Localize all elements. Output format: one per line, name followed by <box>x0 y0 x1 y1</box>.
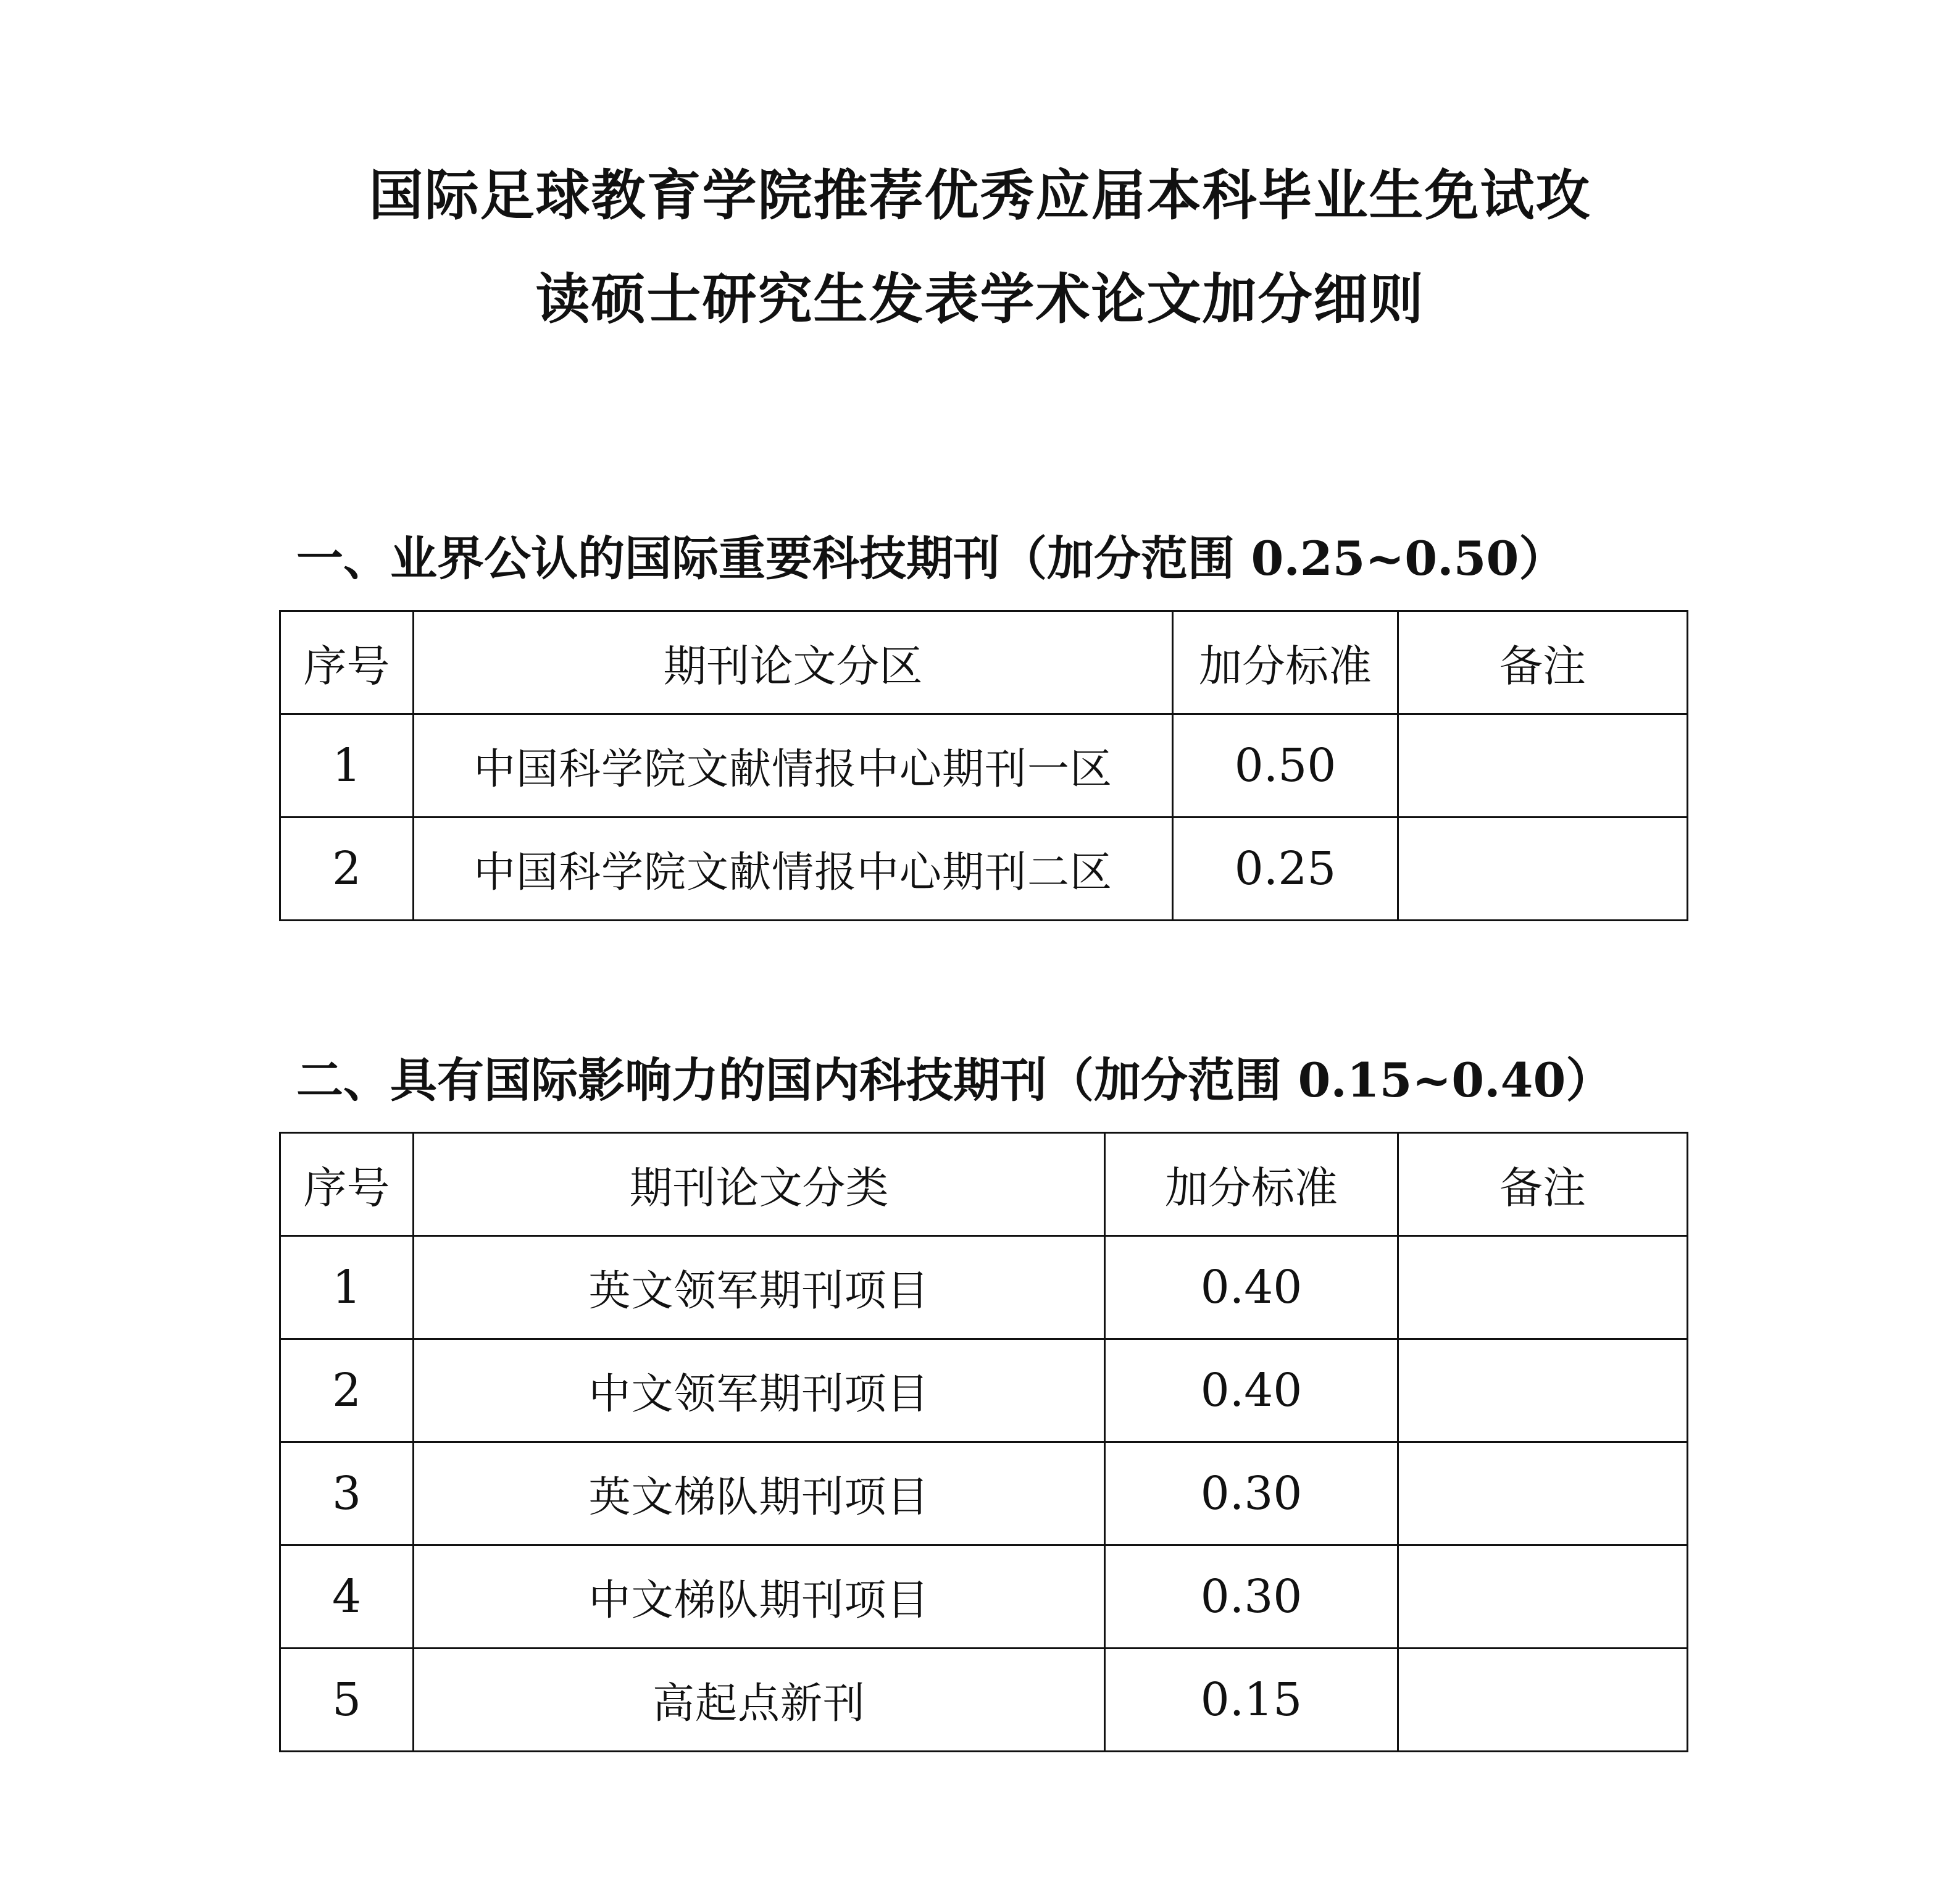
cell-no: 1 <box>280 714 414 817</box>
cell-score: 0.30 <box>1105 1545 1398 1649</box>
table-row <box>280 714 1688 817</box>
cell-score: 0.40 <box>1105 1339 1398 1442</box>
section-1-heading <box>296 528 1566 590</box>
table-row <box>280 1442 1688 1545</box>
document-title-line-1: 国际足球教育学院推荐优秀应届本科毕业生免试攻 <box>369 164 1591 227</box>
cell-note <box>1398 1649 1688 1752</box>
cell-no: 4 <box>280 1545 414 1649</box>
cell-category: 英文领军期刊项目 <box>414 1236 1105 1339</box>
cell-score: 0.40 <box>1105 1236 1398 1339</box>
table-row <box>280 817 1688 921</box>
table-row <box>280 1339 1688 1442</box>
document-title-line-2: 读硕士研究生发表学术论文加分细则 <box>535 267 1425 331</box>
cell-no: 1 <box>280 1236 414 1339</box>
table-row <box>280 1649 1688 1752</box>
cell-category: 中文领军期刊项目 <box>414 1339 1105 1442</box>
section-2-heading-text: 二、具有国际影响力的国内科技期刊（加分范围 <box>296 1053 1282 1108</box>
section-1-table <box>279 610 1688 921</box>
cell-category: 中文梯队期刊项目 <box>414 1545 1105 1649</box>
cell-score: 0.25 <box>1173 817 1398 921</box>
section-2-table <box>279 1132 1688 1752</box>
cell-note <box>1398 1545 1688 1649</box>
cell-score: 0.30 <box>1105 1442 1398 1545</box>
section-1-heading-text: 一、业界公认的国际重要科技期刊（加分范围 <box>296 531 1235 586</box>
cell-note <box>1398 1236 1688 1339</box>
section-1-heading-range: 0.25~0.50 <box>1235 531 1519 586</box>
table-header-row <box>280 1133 1688 1236</box>
cell-category: 中国科学院文献情报中心期刊一区 <box>414 714 1173 817</box>
section-2-heading-range: 0.15~0.40 <box>1282 1053 1566 1108</box>
section-2-heading <box>296 1050 1612 1111</box>
column-header-score: 加分标准 <box>1173 611 1398 714</box>
cell-category: 中国科学院文献情报中心期刊二区 <box>414 817 1173 921</box>
column-header-no: 序号 <box>280 611 414 714</box>
cell-category: 英文梯队期刊项目 <box>414 1442 1105 1545</box>
column-header-category: 期刊论文分区 <box>414 611 1173 714</box>
cell-score: 0.50 <box>1173 714 1398 817</box>
cell-no: 2 <box>280 1339 414 1442</box>
column-header-note: 备注 <box>1398 611 1688 714</box>
column-header-category: 期刊论文分类 <box>414 1133 1105 1236</box>
column-header-no: 序号 <box>280 1133 414 1236</box>
column-header-score: 加分标准 <box>1105 1133 1398 1236</box>
cell-no: 2 <box>280 817 414 921</box>
column-header-note: 备注 <box>1398 1133 1688 1236</box>
cell-category: 高起点新刊 <box>414 1649 1105 1752</box>
table-row <box>280 1545 1688 1649</box>
cell-no: 5 <box>280 1649 414 1752</box>
cell-note <box>1398 1442 1688 1545</box>
cell-note <box>1398 1339 1688 1442</box>
cell-note <box>1398 714 1688 817</box>
section-1-heading-close: ） <box>1519 531 1566 586</box>
cell-score: 0.15 <box>1105 1649 1398 1752</box>
table-header-row <box>280 611 1688 714</box>
table-row <box>280 1236 1688 1339</box>
section-2-heading-close: ） <box>1566 1053 1613 1108</box>
cell-no: 3 <box>280 1442 414 1545</box>
cell-note <box>1398 817 1688 921</box>
